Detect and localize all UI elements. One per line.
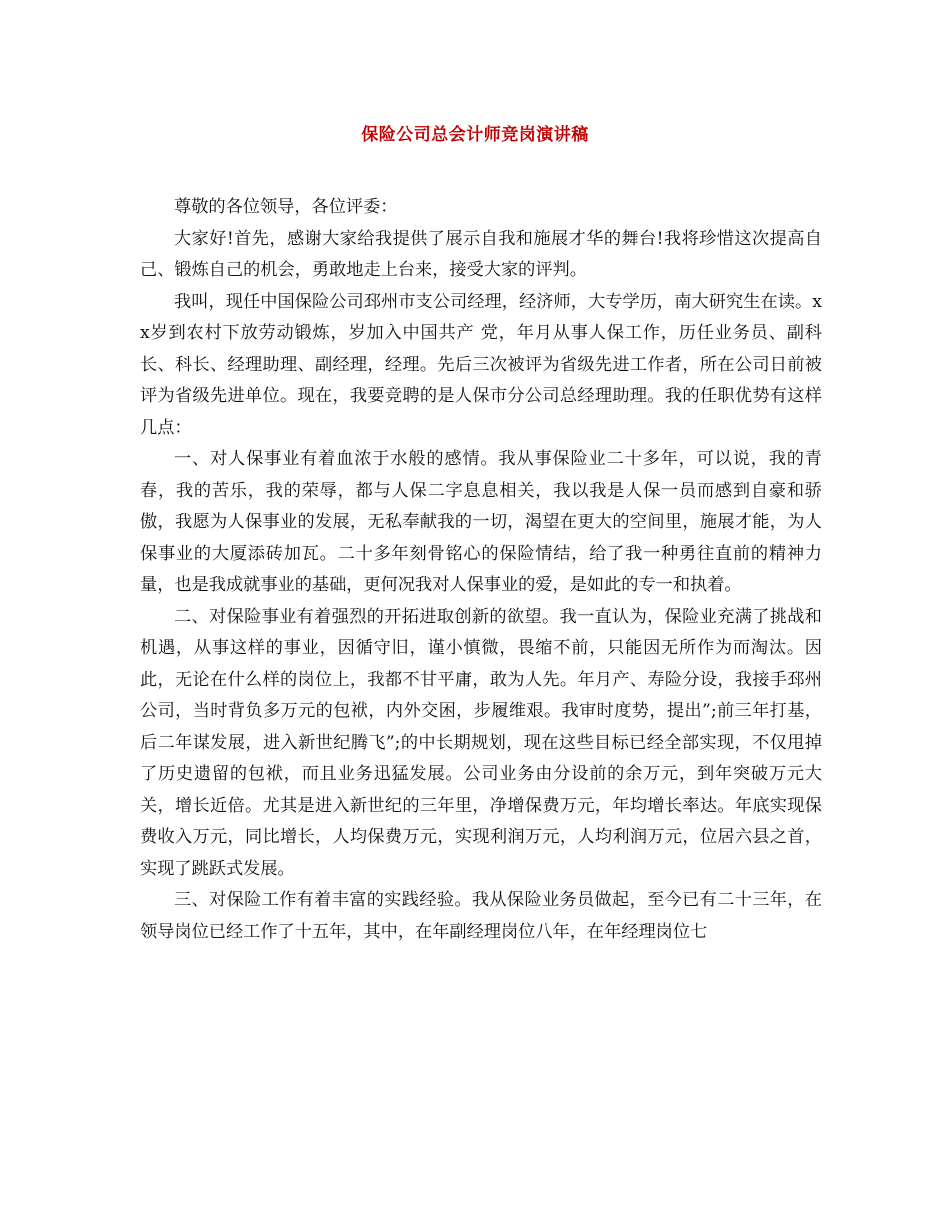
paragraph-greeting: 大家好!首先，感谢大家给我提供了展示自我和施展才华的舞台!我将珍惜这次提高自己、锻炼自己的机会，勇敢地走上台来，接受大家的评判。 [140,228,822,280]
salutation: 尊敬的各位领导，各位评委： [174,197,398,217]
paragraph-self-introduction: 我叫，现任中国保险公司邳州市支公司经理，经济师，大专学历，南大研究生在读。xx岁到农村下放劳动锻炼，岁加入中国共产 党，年月从事人保工作，历任业务员、副科长、科长、经理助理、副经理，经理。先后三次被评为省级先进工作者，所在公司日前被评为省级先进单位。现在，我要竞聘的是人保市分公司总经理助理。我的任职优势有这样几点： [140,291,822,438]
document-title: 保险公司总会计师竞岗演讲稿 [361,125,589,145]
paragraph-point-one: 一、对人保事业有着血浓于水般的感情。我从事保险业二十多年，可以说，我的青春，我的苦乐，我的荣辱，都与人保二字息息相关，我以我是人保一员而感到自豪和骄傲，我愿为人保事业的发展，无私奉献我的一切，渴望在更大的空间里，施展才能，为人保事业的大厦添砖加瓦。二十多年刻骨铭心的保险情结，给了我一种勇往直前的精神力量，也是我成就事业的基础，更何况我对人保事业的爱，是如此的专一和执着。 [140,449,822,595]
paragraph-point-three: 三、对保险工作有着丰富的实践经验。我从保险业务员做起，至今已有二十三年，在领导岗位已经工作了十五年，其中，在年副经理岗位八年，在年经理岗位七 [140,890,822,942]
document-body [140,192,822,948]
paragraph-point-two: 二、对保险事业有着强烈的开拓进取创新的欲望。我一直认为，保险业充满了挑战和机遇，从事这样的事业，因循守旧，谨小慎微，畏缩不前，只能因无所作为而淘汰。因此，无论在什么样的岗位上，我都不甘平庸，敢为人先。年月产、寿险分设，我接手邳州公司，当时背负多万元的包袱，内外交困，步履维艰。我审时度势，提出”;前三年打基，后二年谋发展，进入新世纪腾飞”;的中长期规划，现在这些目标已经全部实现，不仅甩掉了历史遗留的包袱，而且业务迅猛发展。公司业务由分设前的余万元，到年突破万元大关，增长近倍。尤其是进入新世纪的三年里，净增保费万元，年均增长率达。年底实现保费收入万元，同比增长，人均保费万元，实现利润万元，人均利润万元，位居六县之首，实现了跳跃式发展。 [140,606,822,879]
